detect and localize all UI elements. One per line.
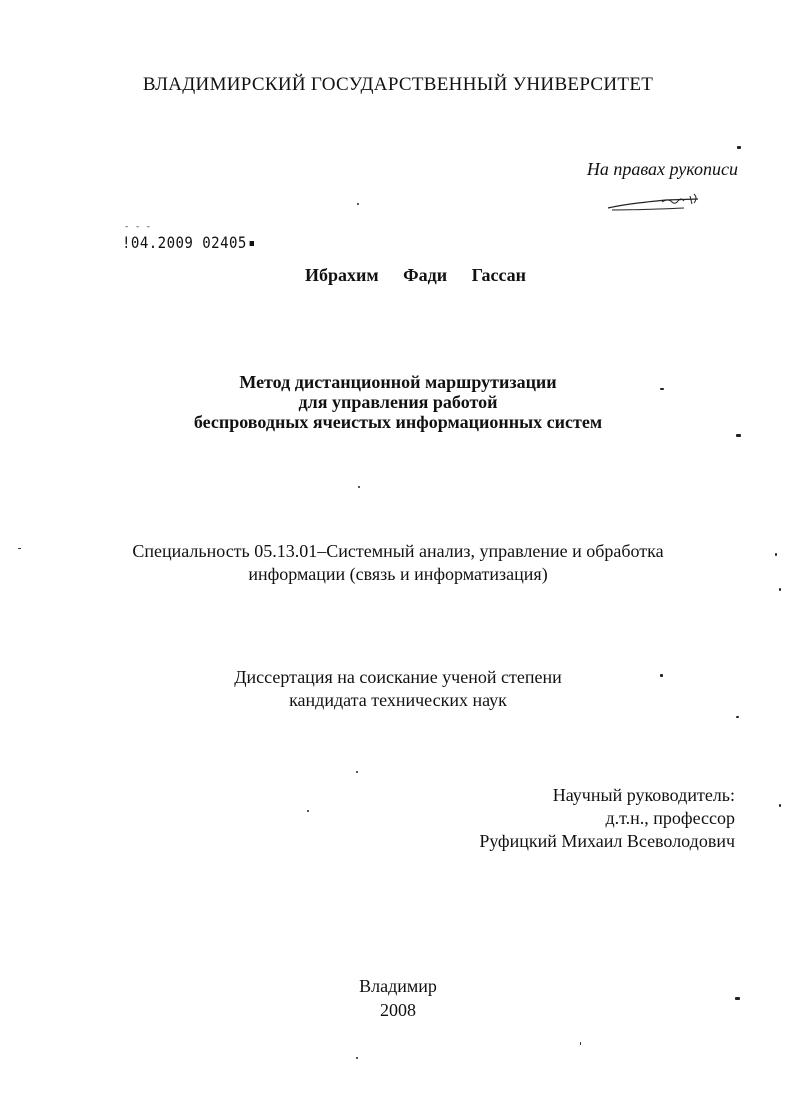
supervisor-block	[479, 784, 735, 853]
scan-speck	[779, 588, 781, 591]
scan-speck	[736, 434, 741, 437]
author-name: Ибрахим Фади Гассан	[305, 265, 527, 285]
city: Владимир	[359, 976, 437, 996]
title-line: для управления работой	[298, 392, 498, 412]
scan-speck	[735, 997, 740, 1000]
manuscript-note: На правах рукописи	[586, 159, 738, 179]
library-code	[122, 233, 254, 252]
scan-speck	[358, 486, 360, 488]
scan-speck	[737, 146, 741, 149]
scan-speck	[357, 203, 359, 205]
university-name: ВЛАДИМИРСКИЙ ГОСУДАРСТВЕННЫЙ УНИВЕРСИТЕТ	[142, 74, 654, 95]
scan-speck	[660, 388, 664, 390]
scan-speck	[356, 1057, 358, 1059]
specialty-line: информации (связь и информатизация)	[248, 564, 548, 584]
year: 2008	[380, 1000, 416, 1020]
thesis-title	[0, 372, 796, 432]
supervisor-line: Руфицкий Михаил Всеволодович	[479, 831, 735, 851]
scan-speck	[356, 771, 358, 773]
library-code-text: !04.2009 02405	[122, 233, 247, 252]
specialty-line: Специальность 05.13.01–Системный анализ, управление и обработка	[132, 541, 664, 561]
scan-speck	[736, 716, 739, 718]
supervisor-line: Научный руководитель:	[552, 785, 735, 805]
scan-speck	[660, 674, 663, 677]
specialty	[0, 540, 796, 586]
scan-speck	[580, 1042, 581, 1045]
city-year	[0, 974, 796, 1022]
scan-speck	[779, 804, 781, 807]
degree-line: кандидата технических наук	[289, 690, 507, 710]
title-line: Метод дистанционной маршрутизации	[239, 372, 557, 392]
degree-statement	[0, 666, 796, 712]
signature-icon	[606, 190, 702, 214]
title-line: беспроводных ячеистых информационных систем	[193, 412, 603, 432]
scan-speck	[307, 810, 309, 812]
code-dot	[249, 241, 253, 246]
supervisor-line: д.т.н., профессор	[605, 808, 735, 828]
scan-speck	[18, 548, 21, 549]
scan-speck	[775, 553, 777, 556]
degree-line: Диссертация на соискание ученой степени	[234, 667, 562, 687]
code-mark: - - -	[124, 222, 152, 232]
